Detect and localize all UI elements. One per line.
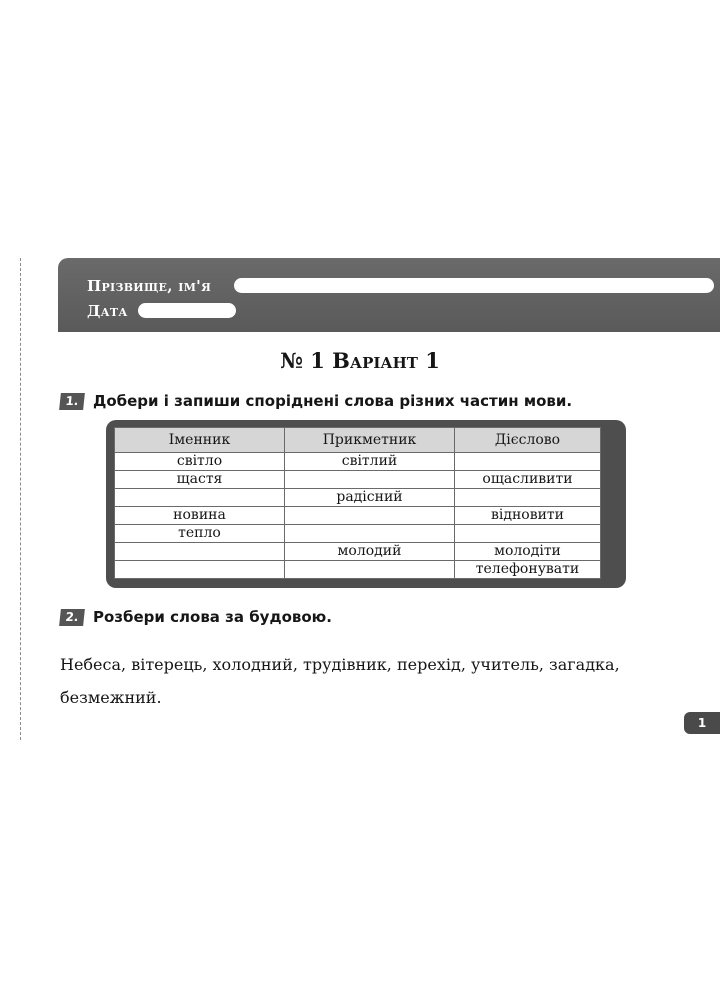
variant-label: Варіант 1 xyxy=(332,348,440,373)
table-cell[interactable] xyxy=(115,561,285,579)
task-2-word-list: Небеса, вітерець, холодний, трудівник, перехід, учитель, загадка, безмежний. xyxy=(60,655,620,707)
date-field[interactable] xyxy=(138,303,236,318)
task-2-heading xyxy=(60,608,332,626)
table-row xyxy=(115,489,601,507)
table-cell[interactable]: молодіти xyxy=(455,543,601,561)
table-cell[interactable]: радісний xyxy=(285,489,455,507)
table-cell[interactable] xyxy=(455,525,601,543)
test-number: № 1 xyxy=(280,348,325,373)
words-table-frame xyxy=(106,420,626,588)
cut-line xyxy=(20,258,21,740)
table-cell[interactable]: тепло xyxy=(115,525,285,543)
header-noun: Іменник xyxy=(115,428,285,453)
table-cell[interactable]: молодий xyxy=(285,543,455,561)
table-cell[interactable]: світлий xyxy=(285,453,455,471)
table-row xyxy=(115,525,601,543)
table-cell[interactable] xyxy=(285,561,455,579)
table-cell[interactable]: телефонувати xyxy=(455,561,601,579)
words-table xyxy=(114,427,601,579)
table-cell[interactable]: щастя xyxy=(115,471,285,489)
header-adjective: Прикметник xyxy=(285,428,455,453)
student-info-band xyxy=(58,258,720,332)
table-row xyxy=(115,543,601,561)
task-1-number: 1. xyxy=(59,393,85,410)
table-cell[interactable] xyxy=(455,489,601,507)
table-row xyxy=(115,561,601,579)
table-row xyxy=(115,453,601,471)
table-cell[interactable] xyxy=(285,471,455,489)
name-label: Прізвище, ім'я xyxy=(87,277,212,295)
name-field[interactable] xyxy=(234,278,714,293)
task-2-number: 2. xyxy=(59,609,85,626)
table-cell[interactable] xyxy=(455,453,601,471)
table-row xyxy=(115,507,601,525)
table-cell[interactable]: світло xyxy=(115,453,285,471)
table-cell[interactable] xyxy=(115,489,285,507)
table-cell[interactable] xyxy=(285,525,455,543)
table-cell[interactable]: відновити xyxy=(455,507,601,525)
table-cell[interactable]: новина xyxy=(115,507,285,525)
task-1-heading xyxy=(60,392,572,410)
date-label: Дата xyxy=(87,302,128,320)
task-2-text: Розбери слова за будовою. xyxy=(93,608,332,626)
variant-title xyxy=(0,348,720,373)
header-verb: Дієслово xyxy=(455,428,601,453)
task-1-text: Добери і запиши споріднені слова різних частин мови. xyxy=(93,392,573,410)
table-cell[interactable]: ощасливити xyxy=(455,471,601,489)
table-row xyxy=(115,471,601,489)
table-cell[interactable] xyxy=(285,507,455,525)
table-header-row xyxy=(115,428,601,453)
page-number: 1 xyxy=(684,712,720,734)
table-cell[interactable] xyxy=(115,543,285,561)
